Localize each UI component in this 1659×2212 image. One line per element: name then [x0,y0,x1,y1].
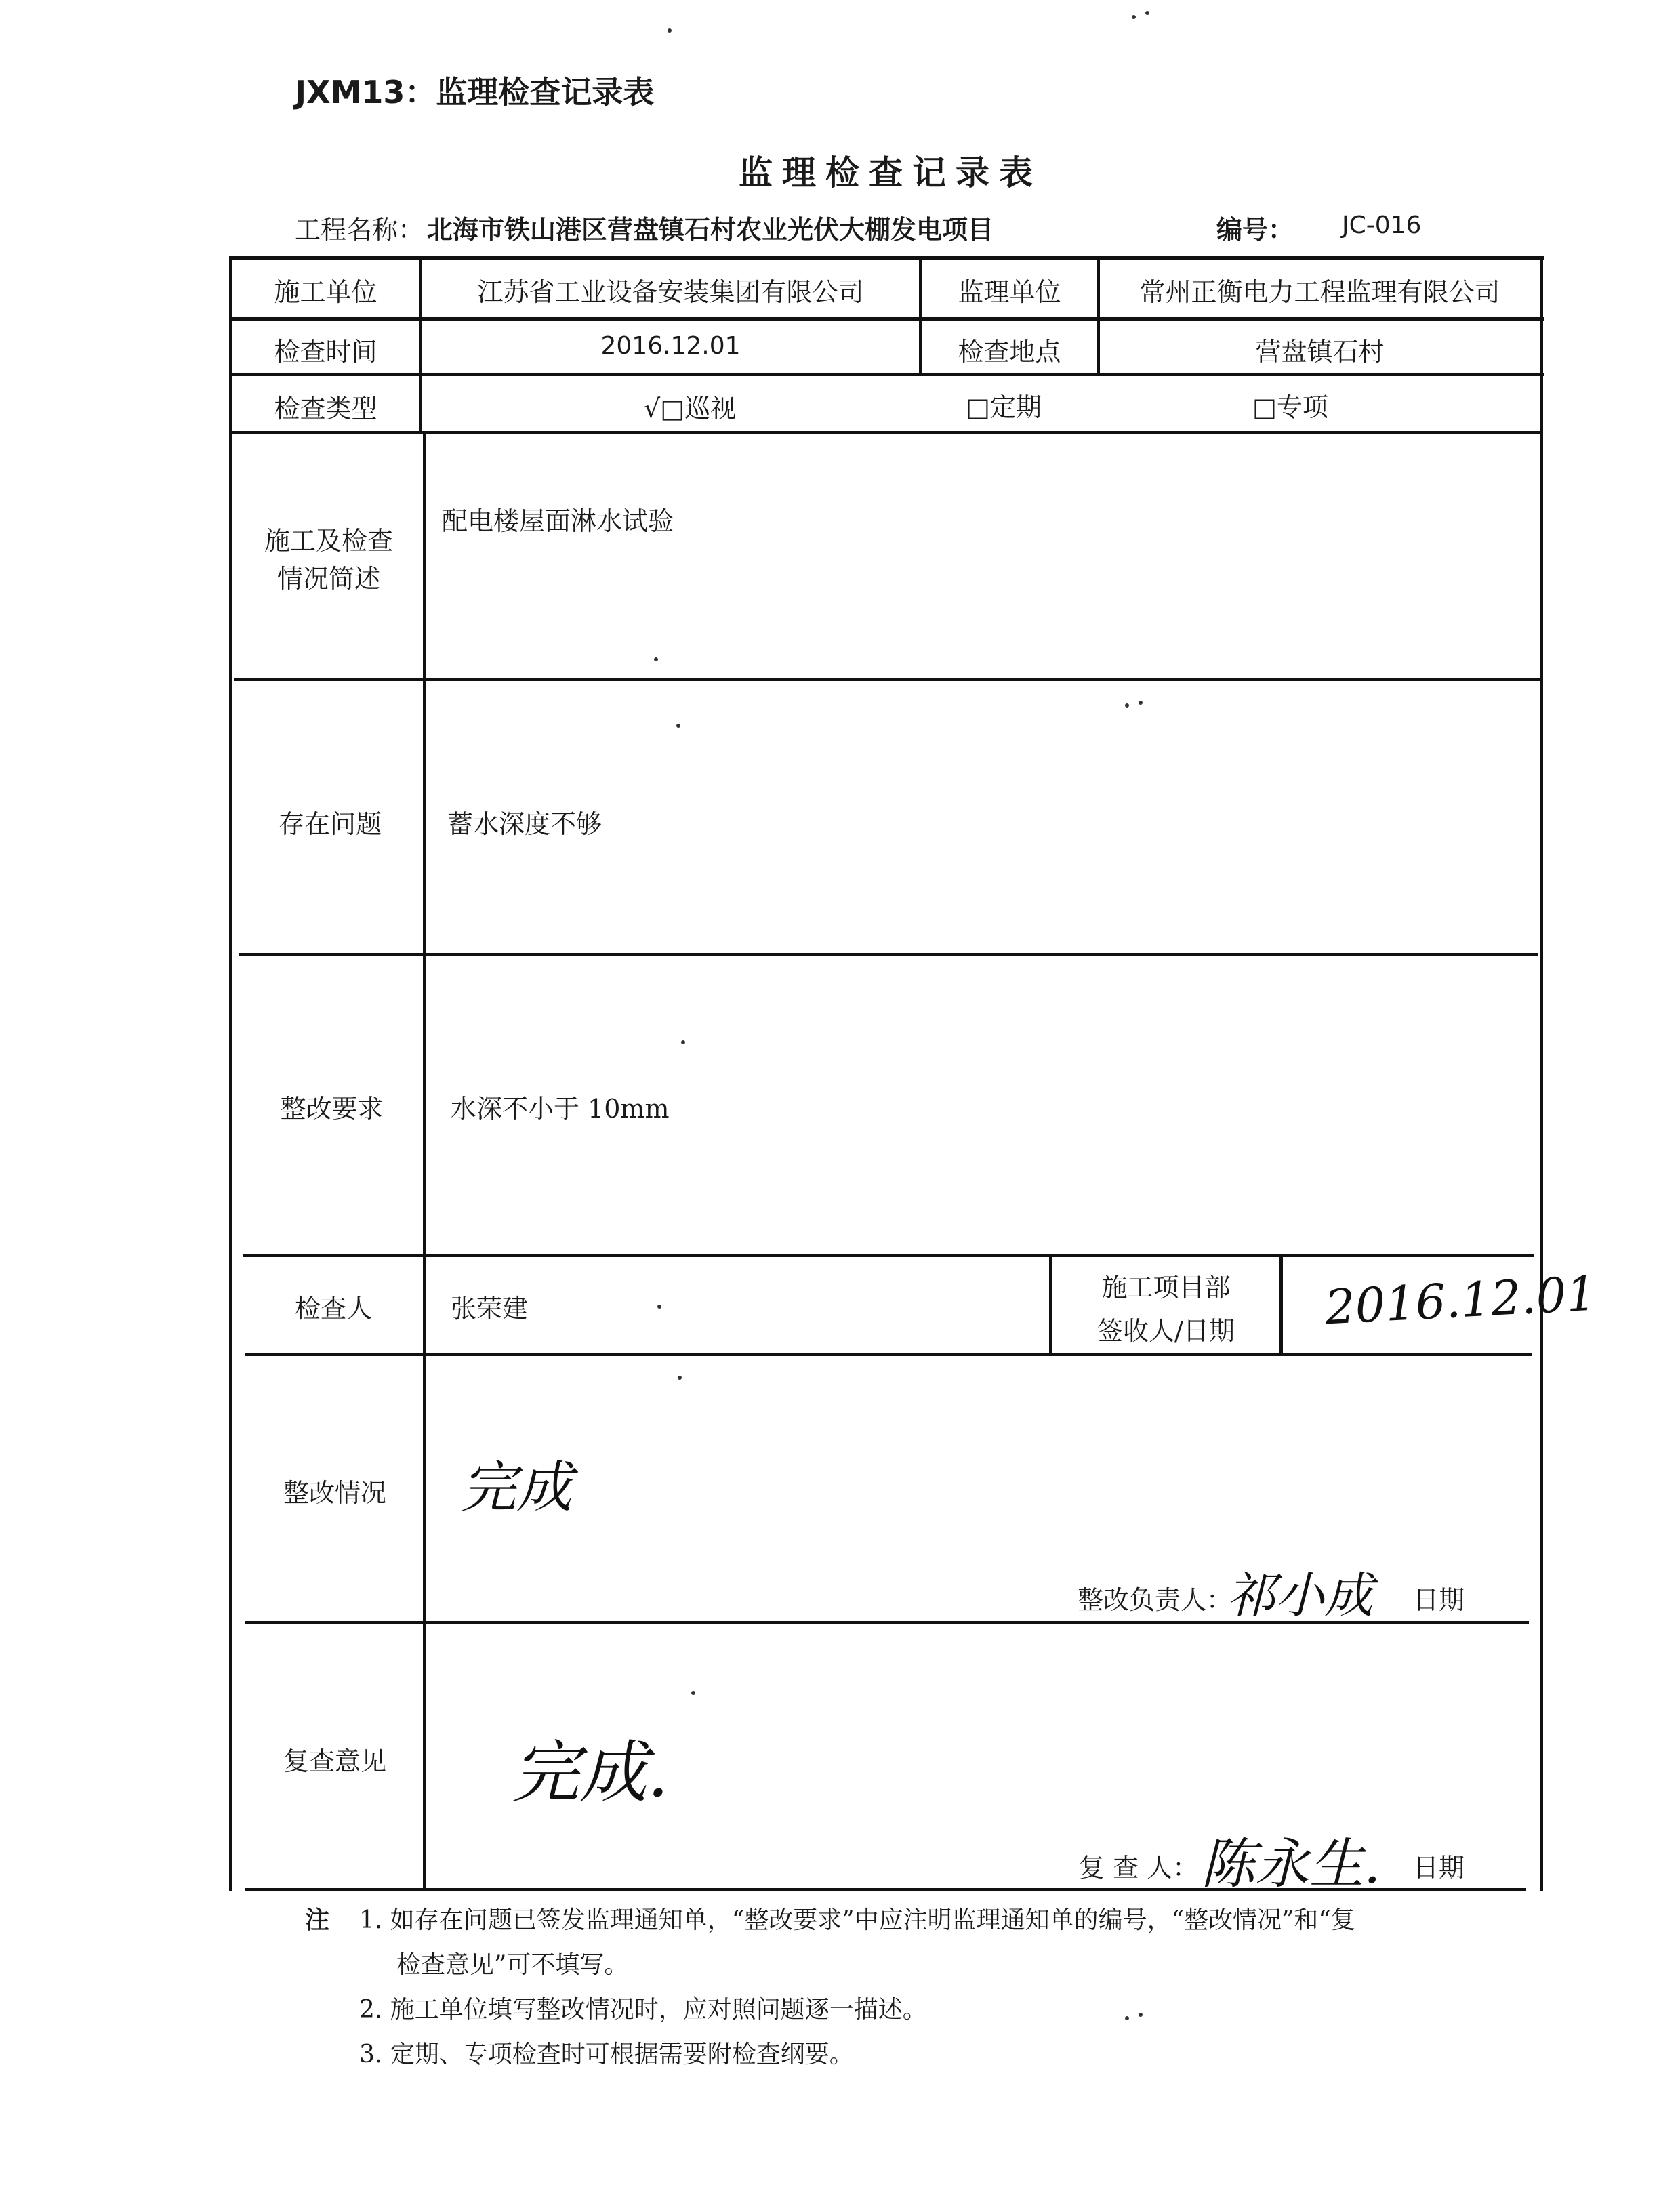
scan-speck [676,724,680,728]
situation-label-line2: 情况简述 [276,564,380,594]
situation-label [234,522,423,598]
table-rule [423,431,426,1891]
inspector-value: 张荣建 [451,1294,529,1324]
scan-speck [1145,11,1149,15]
notes-section [305,1898,1355,2077]
inspection-place-label: 检查地点 [958,337,1061,367]
table-rule [232,431,1542,434]
scan-speck [1125,703,1129,708]
scan-speck [1139,2013,1143,2017]
type-option-regular: □定期 [966,392,1042,422]
reviewer-label: 复 查 人： [1079,1853,1199,1883]
inspection-type-label: 检查类型 [274,394,377,424]
scan-speck [668,28,672,33]
receipt-label-line2: 签收人/日期 [1097,1316,1235,1346]
scan-speck [691,1691,695,1695]
note-item-1: 注 1. 如存在问题已签发监理通知单，“整改要求”中应注明监理通知单的编号，“整改情况”和“复 [305,1898,1355,1943]
type-option-patrol: √□巡视 [644,394,737,424]
problem-value: 蓄水深度不够 [447,809,602,839]
scan-speck [681,1040,685,1044]
code-label: 编号： [1216,215,1294,245]
table-border-right [1540,256,1543,1891]
situation-value: 配电楼屋面淋水试验 [442,506,674,536]
receipt-label-line1: 施工项目部 [1101,1273,1231,1303]
review-handwritten: 完成. [512,1733,669,1812]
inspection-place-value: 营盘镇石村 [1255,337,1385,367]
receipt-label [1052,1266,1279,1353]
inspection-time-value: 2016.12.01 [600,332,741,360]
notes-prefix: 注 [305,1906,330,1934]
table-rule [1279,1254,1283,1353]
requirement-value: 水深不小于 10mm [451,1094,670,1124]
rectification-handwritten: 完成 [461,1456,572,1520]
receipt-date-handwritten: 2016.12.01 [1324,1265,1598,1336]
page-title: 监理检查记录表 [739,153,1042,192]
review-label: 复查意见 [283,1746,386,1776]
construction-unit-value: 江苏省工业设备安装集团有限公司 [477,277,864,307]
table-rule [230,373,1544,376]
construction-unit-label: 施工单位 [274,277,377,307]
scan-speck [657,1305,661,1309]
supervision-unit-label: 监理单位 [958,277,1061,307]
document-id: JXM13：监理检查记录表 [295,74,655,110]
requirement-label: 整改要求 [280,1094,384,1124]
project-label: 工程名称： [295,215,424,245]
table-border-left [229,256,232,1891]
review-date-label: 日期 [1413,1853,1465,1883]
rectification-person-label: 整改负责人： [1078,1585,1233,1615]
scan-speck [1125,2016,1129,2020]
problem-label: 存在问题 [278,809,382,839]
rectification-label: 整改情况 [283,1478,386,1508]
table-rule [239,953,1538,956]
scan-speck [654,657,658,661]
rectification-date-label: 日期 [1413,1585,1465,1615]
reviewer-handwritten: 陈永生. [1201,1832,1381,1896]
table-rule [243,1254,1534,1257]
situation-label-line1: 施工及检查 [264,526,393,556]
table-rule [229,317,1544,321]
note-item-3: 3. 定期、专项检查时可根据需要附检查纲要。 [359,2041,854,2068]
inspector-label: 检查人 [294,1294,372,1324]
scan-speck [678,1376,682,1380]
scan-speck [1132,15,1136,19]
note-item-1-continued: 检查意见”可不填写。 [396,1951,629,1979]
scan-speck [1139,701,1143,705]
project-name: 北海市铁山港区营盘镇石村农业光伏大棚发电项目 [427,215,994,245]
note-item-2: 2. 施工单位填写整改情况时，应对照问题逐一描述。 [359,1996,927,2024]
rectification-person-handwritten: 祁小成 [1227,1567,1374,1624]
table-border-top [229,256,1544,260]
type-option-special: □专项 [1252,392,1328,422]
inspection-time-label: 检查时间 [274,337,377,367]
supervision-unit-value: 常州正衡电力工程监理有限公司 [1139,277,1500,307]
table-rule [245,1353,1532,1356]
table-rule [234,678,1540,681]
code-value: JC-016 [1342,211,1422,239]
